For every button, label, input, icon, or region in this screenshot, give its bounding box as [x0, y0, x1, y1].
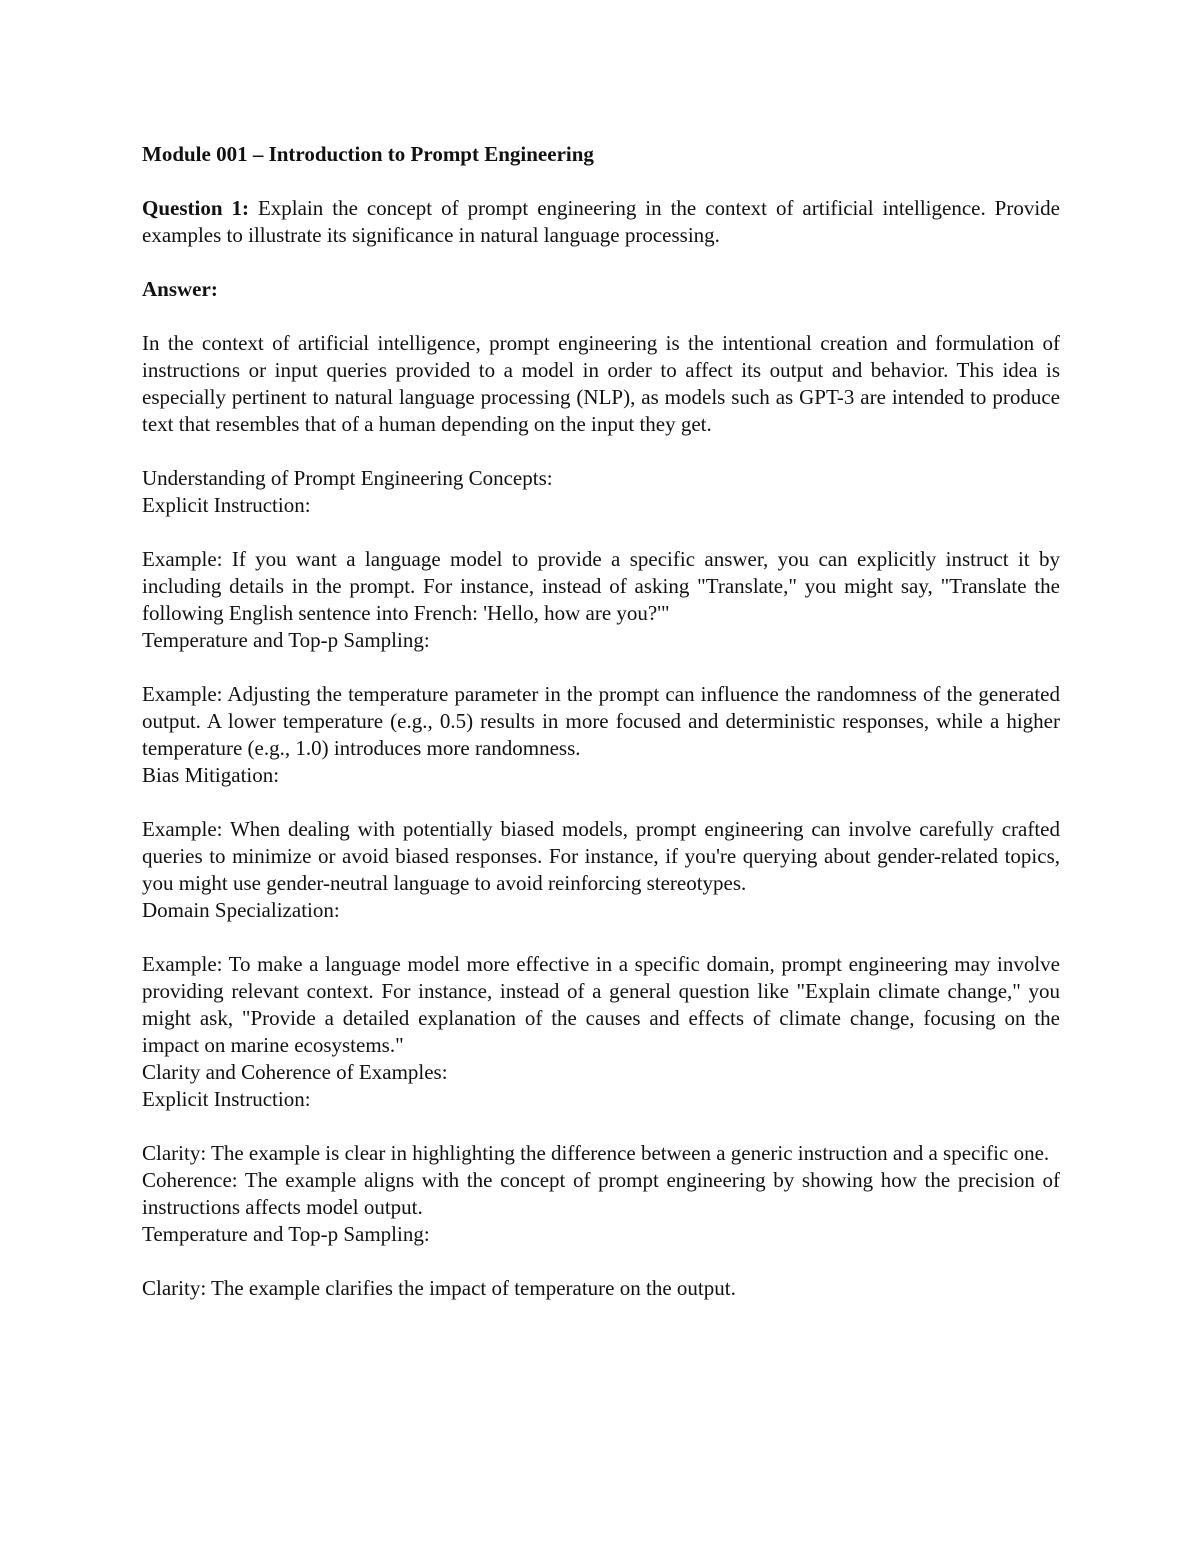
domain-specialization-example: Example: To make a language model more effective in a specific domain, prompt engineering may involve providing relevant context. For instance, instead of a general question like "Explain climate change," you might ask, "Provide a detailed explanation of the causes and effects of climate change, focusing on the impact on marine ecosystems." [142, 952, 1060, 1057]
answer-label: Answer: [142, 277, 218, 301]
bias-mitigation-heading: Bias Mitigation: [142, 763, 280, 787]
understanding-heading: Understanding of Prompt Engineering Concepts: [142, 466, 553, 490]
spacer [142, 789, 1060, 816]
temperature-example: Example: Adjusting the temperature parameter in the prompt can influence the randomness of the generated output. A lower temperature (e.g., 0.5) results in more focused and deterministic responses, while a higher temperature (e.g., 1.0) introduces more randomness. [142, 682, 1060, 760]
clarity-coherence-heading: Clarity and Coherence of Examples: [142, 1060, 448, 1084]
spacer [142, 249, 1060, 276]
intro-paragraph: In the context of artificial intelligence, prompt engineering is the intentional creation and formulation of instructions or input queries provided to a model in order to affect its output and behavior. This idea is especially pertinent to natural language processing (NLP), as models such as GPT-3 are intended to produce text that resembles that of a human depending on the input they get. [142, 331, 1060, 436]
question-text: Explain the concept of prompt engineering in the context of artificial intelligence. Provide examples to illustrate its significance in natural language processing. [142, 196, 1061, 247]
explicit-instruction-example: Example: If you want a language model to provide a specific answer, you can explicitly instruct it by including details in the prompt. For instance, instead of asking "Translate," you might say, "Translate the following English sentence into French: 'Hello, how are you?'" [142, 547, 1060, 625]
spacer [142, 654, 1060, 681]
explicit-clarity-text: Clarity: The example is clear in highlighting the difference between a generic instruction and a specific one. [142, 1141, 1050, 1165]
question-label: Question 1: [142, 196, 249, 220]
spacer [142, 924, 1060, 951]
spacer [142, 1113, 1060, 1140]
spacer [142, 168, 1060, 195]
bias-mitigation-example: Example: When dealing with potentially biased models, prompt engineering can involve carefully crafted queries to minimize or avoid biased responses. For instance, if you're querying about gender-related topics, you might use gender-neutral language to avoid reinforcing stereotypes. [142, 817, 1060, 895]
temperature-heading: Temperature and Top-p Sampling: [142, 628, 430, 652]
spacer [142, 438, 1060, 465]
spacer [142, 303, 1060, 330]
clarity-temperature-heading: Temperature and Top-p Sampling: [142, 1222, 430, 1246]
document-page [142, 141, 1060, 1302]
question-paragraph [142, 195, 1060, 249]
explicit-coherence-text: Coherence: The example aligns with the concept of prompt engineering by showing how the precision of instructions affects model output. [142, 1168, 1060, 1219]
page-title: Module 001 – Introduction to Prompt Engineering [142, 142, 594, 166]
explicit-instruction-heading: Explicit Instruction: [142, 493, 311, 517]
spacer [142, 1248, 1060, 1275]
spacer [142, 519, 1060, 546]
clarity-explicit-instruction-heading: Explicit Instruction: [142, 1087, 311, 1111]
temperature-clarity-text: Clarity: The example clarifies the impact of temperature on the output. [142, 1276, 736, 1300]
domain-specialization-heading: Domain Specialization: [142, 898, 340, 922]
